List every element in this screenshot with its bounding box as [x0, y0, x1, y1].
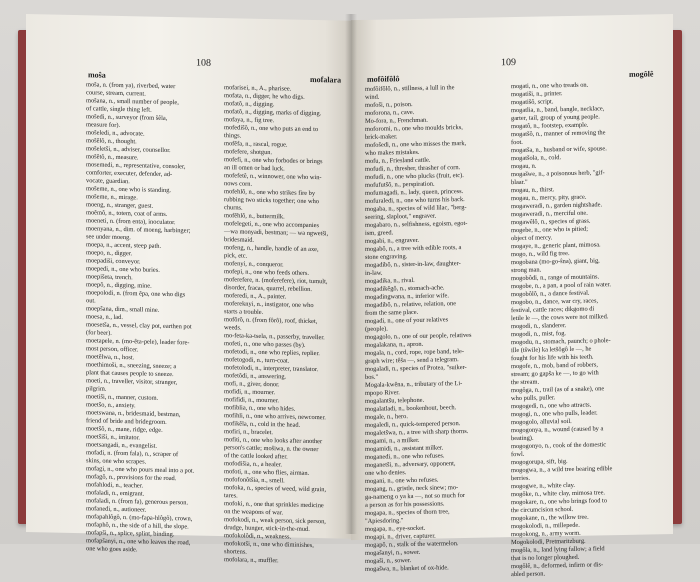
dictionary-entry-line: mogala, n., cord, rope, rope band, tele-	[365, 348, 465, 357]
dictionary-entry-line: moetšiši, n., imitator.	[86, 433, 140, 442]
dictionary-entry-line: (people).	[365, 325, 388, 333]
dictionary-entry-line: mofofonôtšia, n., smell.	[224, 476, 285, 485]
guide-word-left-last: mofalara	[310, 74, 342, 85]
dictionary-entry-line: mofetogodi, n., turn-coat.	[224, 356, 290, 365]
dictionary-entry-line: mofehlô, n., one who strikes fire by	[224, 188, 316, 198]
dictionary-entry-line: mogofe, n., mob, band of robbers,	[511, 361, 598, 371]
dictionary-entry-line: mogapa, n., eye-socket.	[365, 524, 426, 533]
dictionary-entry-line: mofôifôlô, n., stillness, a lull in the	[365, 84, 455, 93]
dictionary-entry-line: vocate, guardian.	[86, 177, 130, 186]
dictionary-entry-line: mo-feta-ka-tsela, n., passerby, traveller.	[224, 332, 325, 342]
dictionary-entry-line: mogôke, n., white clay, mimosa tree.	[511, 489, 605, 499]
dictionary-entry-line: comforter, executer, defender, ad-	[86, 169, 173, 179]
right-page-column-1	[365, 83, 509, 574]
dictionary-entry-line: mogalakana, n., apron.	[365, 340, 424, 349]
dictionary-entry-line: mofaya, n., fig tree.	[224, 116, 275, 125]
dictionary-entry-line: moferedi, n., A., painter.	[224, 292, 287, 301]
dictionary-entry-line: moŝa, n. (from ya), riverbed, water	[86, 81, 176, 91]
dictionary-entry-line: mofoki, n., one that sprinkles medicine	[224, 500, 324, 510]
dictionary-entry-line: moetšô, n., mane, ridge, edge.	[86, 425, 163, 434]
dictionary-entry-line: see under moeng.	[86, 233, 131, 242]
dictionary-entry-line: mogogedi, n., one who attracts.	[511, 401, 592, 411]
dictionary-entry-line: moeneti, n. (from enta), inoculator.	[86, 217, 176, 227]
dictionary-entry-line: moŝeledi, n., advocate.	[86, 129, 145, 138]
dictionary-entry-line: mofaladi, n. (from fa), generous person.	[86, 497, 189, 507]
dictionary-entry-line: the circumcision school.	[511, 505, 574, 515]
dictionary-entry-line: of cattle, single thing left.	[86, 105, 152, 114]
dictionary-entry-line: mogau, n., thirst.	[511, 186, 555, 195]
guide-word-right-last: mogôlê	[629, 69, 654, 79]
dictionary-entry-line: mogebe, n., one who is pitied;	[511, 225, 589, 235]
dictionary-entry-line: of the cattle looked after.	[224, 452, 288, 461]
dictionary-entry-line: mofelegeti, n., one who accompanies	[224, 220, 319, 230]
dictionary-entry-line: mogašwa, n., blanket of ox-hide.	[365, 564, 449, 573]
dictionary-entry-line: mofepi, n., one who feeds others.	[224, 268, 310, 277]
dictionary-entry-line: drudge, hunger, stick-in-the-mud.	[224, 524, 310, 533]
dictionary-entry-line: moesa, n., lad.	[86, 313, 123, 322]
dictionary-entry-line: strong man.	[511, 266, 542, 275]
dictionary-entry-line: mofefetê, n., winnower, one who win-	[224, 172, 322, 182]
dictionary-entry-line: course, stream, current.	[86, 89, 146, 98]
dictionary-entry-line: ism, greed.	[365, 229, 394, 237]
dictionary-entry-line: mofoti, n., one who flies, airman.	[224, 468, 310, 477]
dictionary-entry-line: mofokodi, n., weak person, sick person,	[224, 516, 326, 526]
dictionary-entry-line: moŝana, n., small number of people,	[86, 97, 179, 107]
dictionary-entry-line: moêmô, n., totem, coat of arms.	[86, 209, 168, 218]
dictionary-entry-line: mogaši, n., sower.	[365, 557, 412, 565]
dictionary-entry-line: from the same place.	[365, 308, 419, 317]
dictionary-entry-line: mogani, n., one who refuses.	[365, 476, 439, 485]
dictionary-entry-line: (for beer).	[86, 329, 112, 337]
dictionary-entry-line: mofidi, n., mourner.	[224, 388, 276, 397]
dictionary-entry-line: person's cattle; mošiwa, n. the owner	[224, 444, 319, 454]
dictionary-entry-line: mogapa, n., species of thorn tree,	[365, 508, 450, 517]
dictionary-entry-line: object of mercy.	[511, 234, 553, 243]
dictionary-entry-line: one who denies.	[365, 469, 407, 477]
dictionary-entry-line: mofetodi, n., one who replies, replier.	[224, 348, 320, 358]
dictionary-entry-line: bridesmaid.	[224, 236, 254, 244]
dictionary-entry-line: Mo-fora, n., Frenchman.	[365, 116, 428, 125]
dictionary-entry-line: mogobana (mo-go-ŝna), giant, big,	[511, 257, 600, 267]
dictionary-entry-line: skins, one who scrapes.	[86, 457, 147, 466]
dictionary-entry-line: graph wire; têša —, send a telegram.	[365, 356, 459, 365]
left-page	[26, 14, 351, 565]
dictionary-entry-line: mogogolo, alluvial soil.	[511, 417, 572, 427]
dictionary-entry-line: mofufutšô, n., perspiration.	[365, 180, 435, 189]
dictionary-entry-line: mofahlodi, n., teacher.	[86, 481, 144, 490]
dictionary-entry-line: ille (tšwile) ka letšôgô le —, he	[511, 345, 592, 355]
dictionary-entry-line: mofetolodi, n., interpreter, translator.	[224, 364, 319, 374]
dictionary-entry-line: mogogi, n., one who pulls, leader.	[511, 409, 598, 419]
dictionary-entry-line: mogapô, n., stalk of the watermelon.	[365, 540, 459, 549]
dictionary-entry-line: mofiblia, n., one who hides.	[224, 404, 296, 413]
dictionary-entry-line: berries.	[511, 474, 530, 483]
dictionary-entry-line: on the weapons of war.	[224, 508, 284, 517]
page-number-left: 108	[196, 57, 211, 69]
dictionary-entry-line: —wa monyadi, bestman; — wa ngwetši,	[224, 228, 329, 238]
dictionary-entry-line: mofereknyi, n., instigator, one who	[224, 300, 314, 310]
dictionary-entry-line: Mogokolodi, Pretmaritzburg.	[511, 537, 586, 547]
dictionary-entry-line: mogang, n., gristle, neck sinew; mo-	[365, 484, 459, 493]
dictionary-entry-line: mofoši, n., poison.	[365, 101, 413, 109]
dictionary-entry-line: blaar."	[511, 178, 528, 187]
dictionary-entry-line: fowl.	[511, 450, 525, 459]
dictionary-entry-line: beating).	[511, 434, 534, 443]
dictionary-entry-line: moetsangadi, n., evangelist.	[86, 441, 157, 450]
left-page-column-2	[224, 84, 348, 567]
dictionary-entry-line: mogokane, n., the willow tree.	[511, 513, 589, 523]
dictionary-entry-line: mogatlia, n., band, bangle, necklace,	[511, 105, 605, 115]
dictionary-entry-line: mofapši, n., splice, splint, binding.	[86, 529, 175, 539]
dictionary-entry-line: mofumagadi, n., lady, queen, princess.	[365, 188, 464, 197]
dictionary-entry-line: mogôlê, n., deformed, infirm or dis-	[511, 561, 604, 571]
dictionary-entry-line: a person as for his possessions.	[365, 500, 445, 509]
dictionary-entry-line: mogodu, n., stomach, paunch; o phole-	[511, 337, 611, 347]
right-page-column-2	[511, 80, 659, 579]
book-gutter	[345, 14, 357, 534]
dictionary-entry-line: moŝeme, n., one who is standing.	[86, 185, 172, 195]
dictionary-entry-line: moetapele, n. (mo-êta-pele), leader fore-	[86, 337, 190, 347]
dictionary-entry-line: stone engraving.	[365, 253, 408, 261]
dictionary-entry-line: mogadibô, n., relative, relation, one	[365, 300, 457, 309]
dictionary-entry-line: mogale, n., hero.	[365, 413, 408, 421]
left-page-column-1	[86, 81, 222, 556]
dictionary-entry-line: starts a trouble.	[224, 308, 264, 316]
dictionary-entry-line: moŝeletši, n., adviser, counsellor.	[86, 145, 171, 155]
dictionary-entry-line: mogašwe, n., a poisonous herb, "gif-	[511, 169, 605, 179]
dictionary-entry-line: mofu, n., Friesland cattle.	[365, 156, 431, 165]
dictionary-entry-line: mogatša, n., husband or wife, spouse.	[511, 145, 607, 155]
dictionary-entry-line: mogau, n., mercy, pity, grace.	[511, 193, 587, 203]
dictionary-entry-line: one who goes aside.	[86, 545, 138, 554]
dictionary-entry-line: fought for his life with his teeth.	[511, 353, 594, 363]
dictionary-entry-line: mogokare, n., one who brings food to	[511, 497, 608, 507]
page-number-right: 109	[501, 57, 516, 69]
dictionary-entry-line: mogogwa, n., a wild tree bearing edible	[511, 465, 613, 475]
dictionary-entry-line: mogau, n.	[511, 162, 537, 171]
dictionary-entry-line: moetêlwa, n., host.	[86, 353, 135, 362]
dictionary-entry-line: plant that causes people to sneeze.	[86, 369, 174, 379]
dictionary-entry-line: Mogala-kwêna, n., tributary of the Li-	[365, 380, 463, 389]
dictionary-entry-line: mogami, n., a milker.	[365, 436, 420, 445]
dictionary-entry-line: moepadiši, conveyor.	[86, 257, 141, 266]
dictionary-entry-line: mofikêla, n., cold in the head.	[224, 420, 301, 429]
dictionary-entry-line: mogobe, n., a pan, a pool of rain water.	[511, 281, 611, 291]
dictionary-entry-line: mogaletšwa, n., a tree with sharp thorns.	[365, 427, 469, 437]
dictionary-entry-line: mogati, n., one who treads on.	[511, 81, 589, 91]
dictionary-entry-line: mogokolodi, n., millepede.	[511, 521, 580, 531]
dictionary-entry-line: mofapšanyi, n., one who leaves the road,	[86, 537, 191, 547]
dictionary-entry-line: mofihli, n., one who arrives, newcomer.	[224, 412, 326, 422]
dictionary-entry-line: out.	[86, 297, 96, 305]
dictionary-entry-line: mofudi, n., thresher, thrasher of corn.	[365, 164, 461, 173]
dictionary-entry-line: tares.	[224, 492, 238, 500]
dictionary-entry-line: mogagolo, n., one of our people, relatives	[365, 331, 472, 341]
dictionary-entry-line: mofata, n., digger, he who digs.	[224, 92, 305, 101]
dictionary-entry-line: moferefere, n. (moferefere), riot, tumult,	[224, 276, 328, 286]
dictionary-entry-line: mofefere, shotgun.	[224, 148, 273, 157]
dictionary-entry-line: mofagô, n., provisions for the road.	[86, 473, 177, 483]
dictionary-entry-line: mogadikêgô, n., stomach-ache.	[365, 284, 445, 293]
dictionary-entry-line: mofedišô, n., one who puts an end to	[224, 124, 319, 134]
dictionary-entry-line: mofêhlô, n., buttermilk.	[224, 212, 285, 221]
dictionary-entry-line: pick, etc.	[224, 252, 248, 260]
dictionary-entry-line: mofifidi, n., mourner.	[224, 396, 280, 405]
dictionary-entry-line: who makes mistakes.	[365, 148, 420, 157]
dictionary-entry-line: mofatô, n., digging, marks of digging.	[224, 108, 322, 118]
dictionary-entry-line: mogašanyi, n., sower.	[365, 548, 421, 557]
dictionary-entry-line: the stream.	[511, 378, 540, 387]
dictionary-entry-line: mofodišia, n., a healer.	[224, 460, 283, 469]
dictionary-entry-line: mogabô, n., a tree with edible roots, a	[365, 244, 462, 253]
dictionary-entry-line: mogadibô, n., sister-in-law, daughter-	[365, 260, 461, 269]
dictionary-entry-line: festival, cattle races; dikgomo di	[511, 305, 595, 315]
dictionary-entry-line: mofagi, n., one who pours meal into a pot.	[86, 465, 195, 475]
dictionary-entry-line: things.	[224, 132, 242, 140]
dictionary-entry-line: moepišeta, trench.	[86, 273, 133, 282]
dictionary-entry-line: mofêfa, n., rascal, rogue.	[224, 140, 288, 149]
dictionary-entry-line: mogatšô, n., manner of removing the	[511, 129, 606, 139]
dictionary-entry-line: friend of bride and bridegroom.	[86, 417, 167, 426]
dictionary-entry-line: who pulls, puller.	[511, 394, 556, 403]
dictionary-entry-line: mosemedi, n., representative, consoler,	[86, 161, 186, 171]
dictionary-entry-line: mogodi, n., mist, fog.	[511, 330, 567, 339]
dictionary-entry-line: mogokong, n., army worm.	[511, 529, 581, 539]
dictionary-entry-line: bos."	[365, 373, 379, 381]
dictionary-entry-line: in-law.	[365, 269, 383, 277]
dictionary-entry-line: mogadika, n., rival.	[365, 276, 415, 285]
right-page	[351, 14, 673, 579]
dictionary-entry-line: mofeng, n., handle, handle of an axe,	[224, 244, 319, 254]
dictionary-entry-line: rubbing two sticks together; one who	[224, 196, 319, 206]
dictionary-entry-line: brick-maker.	[365, 133, 398, 141]
dictionary-entry-line: disorder, fracas, quarrel, rebellion.	[224, 284, 312, 293]
guide-word-left-first: moŝa	[88, 70, 106, 80]
dictionary-entry-line: mogaladi, n., species of Protea, "suiker-	[365, 363, 467, 373]
dictionary-entry-line: mogamidi, n., assistant milker.	[365, 444, 444, 453]
dictionary-entry-line: mofolara, n., muffler.	[224, 556, 279, 565]
dictionary-entry-line: mogalatladi, n., bookenhout, beech.	[365, 404, 457, 413]
dictionary-entry-line: mogaweradi, n., garden nightshade.	[511, 201, 603, 211]
dictionary-entry-line: weeds.	[224, 324, 242, 332]
dictionary-entry-line: mogadi, n., one of your relatives	[365, 316, 449, 325]
dictionary-entry-line: mogobo, n., dance, war cry, races,	[511, 297, 599, 307]
dictionary-entry-line: mogo, n., wild fig tree.	[511, 249, 570, 259]
dictionary-entry-line: wind.	[365, 93, 380, 101]
dictionary-entry-line: mogogonyo, n., cook of the domestic	[511, 441, 607, 451]
dictionary-entry-line: churns.	[224, 204, 243, 212]
dictionary-entry-line: mogôga, n., trail (as of a snake), one	[511, 385, 605, 395]
dictionary-entry-line: mogogwe, n., white clay.	[511, 481, 576, 491]
dictionary-entry-line: moŝedi, n., surveyor (from ŝêla,	[86, 113, 168, 122]
dictionary-entry-line: seering, slaploot," engraver.	[365, 212, 437, 221]
dictionary-entry-line: mofudi, n., one who plucks (fruit, etc).	[365, 172, 464, 181]
dictionary-entry-line: mofaladi, n., emigrant.	[86, 489, 145, 498]
dictionary-entry-line: mofaphô, n., the side of a hill, the slope.	[86, 521, 189, 531]
dictionary-entry-line: mogobôdi, n., range of mountains.	[511, 273, 600, 283]
dictionary-entry-line: ga-nameng o ya ka —, not so much for	[365, 491, 465, 501]
dictionary-entry-line: mofanedi, n., autioneer.	[86, 505, 147, 514]
dictionary-entry-line: moetswana, n., bridesmaid, bestman,	[86, 409, 181, 419]
dictionary-entry-line: moesetša, n., vessel, clay pot, earthen pot	[86, 321, 192, 331]
dictionary-entry-line: mogodi, n., slanderer.	[511, 322, 567, 331]
dictionary-entry-line: mogadingwana, n., inferior wife.	[365, 292, 449, 301]
dictionary-entry-line: mofiri, n., bracelet.	[224, 428, 273, 437]
dictionary-entry-line: mofefi, n., one who forbodes or brings	[224, 156, 323, 166]
dictionary-entry-line: most person, officer.	[86, 345, 139, 354]
dictionary-entry-line: moepedi, n., one who buries.	[86, 265, 160, 274]
dictionary-entry-line: moenyana, n., dim. of moeng, harbinger;	[86, 225, 191, 235]
dictionary-entry-line: mogaweradi, n., merciful one.	[511, 209, 588, 219]
dictionary-entry-line: mogabi, n., engraver.	[365, 236, 419, 245]
dictionary-entry-line: moganedi, n., one who refuses.	[365, 452, 445, 461]
dictionary-entry-line: that is no longer ploughed.	[511, 553, 580, 563]
dictionary-entry-line: mogaye, n., generic plant, mimosa.	[511, 241, 601, 251]
dictionary-entry-line: measure for).	[86, 121, 121, 129]
dictionary-entry-line: mogaba, n., species of wild lilac, "berg-	[365, 203, 467, 213]
dictionary-entry-line: mogabaro, n., selfishness, egoism, egot-	[365, 219, 468, 229]
dictionary-entry-line: moetiši, n., manner, custom.	[86, 393, 159, 402]
dictionary-entry-line: mogatô, n., footstep, example.	[511, 121, 589, 131]
dictionary-entry-line: stream; go gapša ke —, to go with	[511, 369, 599, 379]
dictionary-entry-line: mofokolôdi, n., weakness.	[224, 532, 292, 541]
dictionary-entry-line: mogogorupa, sift, big.	[511, 458, 568, 467]
dictionary-entry-line: moŝeme, n., mirage.	[86, 193, 138, 202]
dictionary-entry-line: mogawêlô, n., species of grass.	[511, 217, 591, 227]
guide-word-right-first: mofôifôlô	[367, 74, 400, 84]
dictionary-entry-line: "Apiesdoring."	[365, 517, 404, 525]
dictionary-entry-line: moepô, n., digging, mine.	[86, 281, 152, 290]
dictionary-entry-line: mofošedi, n., one who misses the mark,	[365, 139, 467, 149]
dictionary-entry-line: mogaledi, n., quick-tempered person.	[365, 420, 461, 429]
dictionary-entry-line: moganetši, n., adversary, opponent,	[365, 460, 456, 469]
dictionary-entry-line: mofôrô, n. (from fôrô), roof, thicket,	[224, 316, 318, 326]
dictionary-entry-line: moetšo, n., anxiety.	[86, 401, 136, 410]
dictionary-entry-line: mogatšola, n., cold.	[511, 154, 562, 163]
dictionary-entry-line: mpopo River.	[365, 389, 400, 397]
dictionary-entry-line: moepolodi, n. (from êpa, one who digs	[86, 289, 186, 299]
dictionary-entry-line: mofi, n., giver, donor.	[224, 380, 280, 389]
dictionary-entry-line: moethimoši, n., sneezing, sneeze; a	[86, 361, 177, 371]
dictionary-entry-line: mogatišô, script.	[511, 98, 554, 107]
dictionary-entry-line: mofadi, n. (from fala), n., scraper of	[86, 449, 179, 459]
dictionary-entry-line: pilgrim.	[86, 385, 107, 393]
dictionary-entry-line: mogogonya, n., wound (caused by a	[511, 425, 604, 435]
dictionary-entry-line: moŝêlô, n., thought.	[86, 137, 137, 146]
dictionary-entry-line: mogôla, n., land lying fallow; a field	[511, 545, 605, 555]
dictionary-entry-line: moepa, n., accent, steep path.	[86, 241, 162, 250]
dictionary-entry-line: moforomi, n., one who moulds bricks,	[365, 124, 463, 133]
dictionary-entry-line: moforona, n., cave.	[365, 108, 415, 117]
dictionary-entry-line: mofapahlôgô, n. (mo-fapa-hlôgô), crown,	[86, 513, 193, 523]
dictionary-entry-line: mofoka, n., species of weed, wild grain,	[224, 484, 327, 494]
dictionary-entry-line: mofenyi, n., conqueror.	[224, 260, 284, 269]
dictionary-entry-line: mofuraledi, n., one who turns his back.	[365, 195, 465, 205]
dictionary-entry-line: abled person.	[511, 570, 546, 579]
dictionary-entry-line: mofeti, n., one who passes (by).	[224, 340, 306, 349]
dictionary-entry-line: mofarisei, n., A., pharisee.	[224, 84, 292, 93]
dictionary-entry-line: mofiti, n., one who looks after another	[224, 436, 323, 446]
dictionary-entry-line: mofokotši, n., one who diminishes,	[224, 540, 314, 550]
dictionary-entry-line: moepšana, dim., small mine.	[86, 305, 160, 314]
dictionary-entry-line: shortens.	[224, 548, 247, 556]
dictionary-entry-line: mofetôdi, n., answering.	[224, 372, 287, 381]
dictionary-entry-line: moŝêtô, n., measure.	[86, 153, 139, 162]
dictionary-entry-line: letile le —, the cows were not milked.	[511, 313, 609, 323]
dictionary-entry-line: an ill omen or bad luck.	[224, 164, 285, 173]
dictionary-entry-line: nows corn.	[224, 180, 253, 188]
dictionary-entry-line: moepo, n., digger.	[86, 249, 133, 258]
dictionary-entry-line: foot.	[511, 138, 523, 147]
dictionary-entry-line: moeti, n., traveller, visitor, stranger,	[86, 377, 178, 387]
dictionary-entry-line: mofatô, n., digging.	[224, 100, 275, 109]
dictionary-entry-line: mogalantšu, telephone.	[365, 396, 425, 405]
dictionary-entry-line: garter, tail, group of young people.	[511, 113, 600, 123]
dictionary-entry-line: moeng, n., stranger, guest.	[86, 201, 154, 210]
dictionary-entry-line: mogobôlô, n., a dance festival.	[511, 289, 590, 299]
dictionary-entry-line: mogatiši, n., printer.	[511, 90, 563, 99]
dictionary-entry-line: mogapi, n., driver, capturer.	[365, 532, 436, 541]
